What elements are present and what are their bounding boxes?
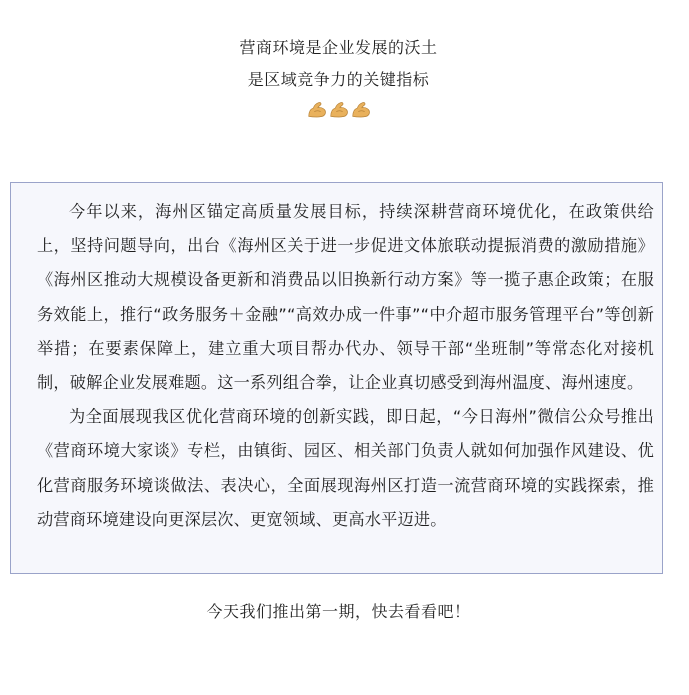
flexed-biceps-icon <box>350 98 372 120</box>
closing-line: 今天我们推出第一期，快去看看吧！ <box>206 602 471 621</box>
flexed-biceps-icon <box>306 98 328 120</box>
paragraph-2: 为全面展现我区优化营商环境的创新实践，即日起，“今日海州”微信公众号推出《营商环境大家谈》专栏，由镇街、园区、相关部门负责人就如何加强作风建设、优化营商服务环境谈做法、表决心，全面展现海州区打造一流营商环境的实践探索，推动营商环境建设向更深层次、更宽领域、更高水平迈进。 <box>37 407 654 529</box>
article-frame <box>10 182 663 574</box>
intro-line-1: 营商环境是企业发展的沃土 <box>239 38 438 57</box>
paragraph-1: 今年以来，海州区锚定高质量发展目标，持续深耕营商环境优化，在政策供给上，坚持问题导向，出台《海州区关于进一步促进文体旅联动提振消费的激励措施》《海州区推动大规模设备更新和消费品以旧换新行动方案》等一揽子惠企政策；在服务效能上，推行“政务服务＋金融”“高效办成一件事”“中介超市服务管理平台”等创新举措；在要素保障上，建立重大项目帮办代办、领导干部“坐班制”等常态化对接机制，破解企业发展难题。这一系列组合拳，让企业真切感受到海州温度、海州速度。 <box>37 202 654 393</box>
intro-block <box>0 32 677 122</box>
flexed-biceps-icon <box>328 98 350 120</box>
emoji-row <box>0 98 677 122</box>
intro-line-2: 是区域竞争力的关键指标 <box>247 70 430 89</box>
